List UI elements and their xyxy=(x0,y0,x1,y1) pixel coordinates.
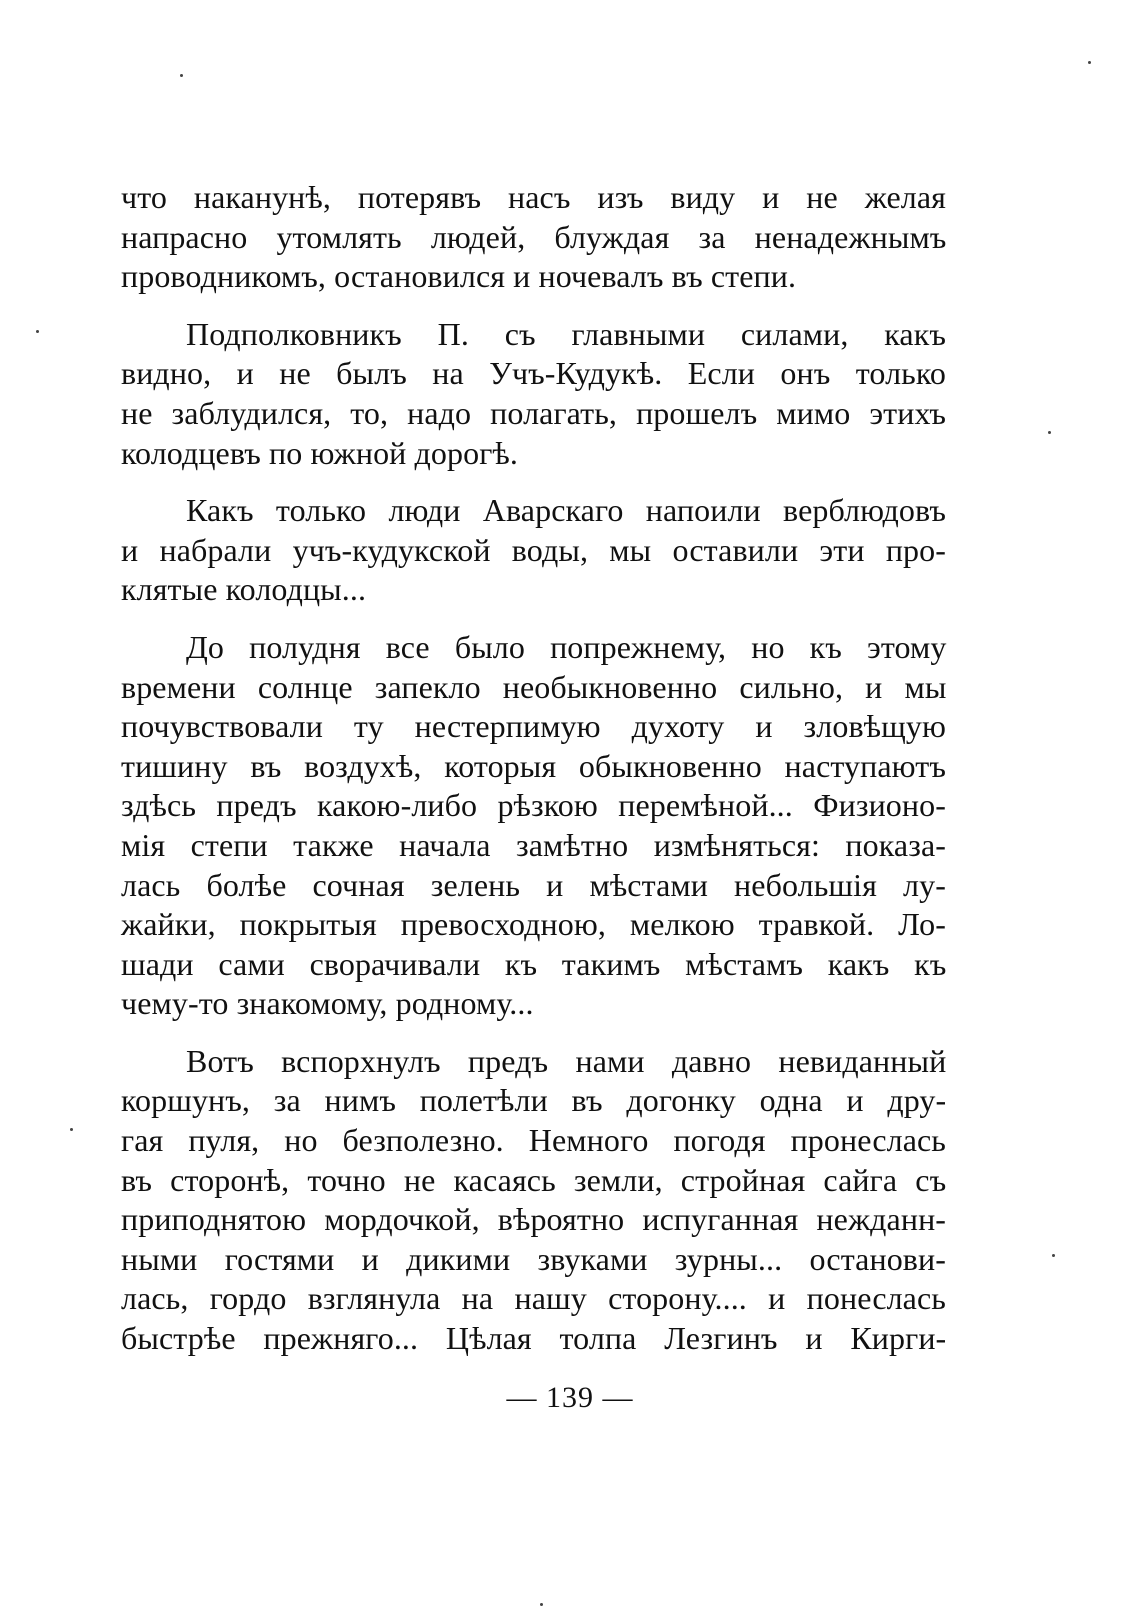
text-line: шади сами сворачивали къ такимъ мѣстамъ какъ къ xyxy=(121,945,947,982)
paragraph xyxy=(121,315,946,473)
text-line: видно, и не былъ на Учъ-Кудукѣ. Если онъ только xyxy=(121,355,946,392)
text-line: что наканунѣ, потерявъ насъ изъ виду и не желая xyxy=(121,179,946,215)
page-number: — 139 — xyxy=(506,1381,634,1414)
text-line: Подполковникъ П. съ главными силами, какъ xyxy=(186,315,946,352)
text-line: коршунъ, за нимъ полетѣли въ догонку одна и дру- xyxy=(121,1082,947,1119)
scan-speck xyxy=(1052,1254,1055,1257)
text-line: времени солнце запекло необыкновенно сильно, и мы xyxy=(121,668,947,705)
paragraph xyxy=(121,178,946,297)
text-line: лась, гордо взглянула на нашу сторону.... и понеслась xyxy=(121,1280,946,1317)
paragraph xyxy=(121,1042,946,1359)
text-line: жайки, покрытыя превосходною, мелкою травкой. Ло- xyxy=(121,906,946,943)
text-line: гая пуля, но безполезно. Немного погодя пронеслась xyxy=(121,1122,946,1159)
text-line: и набрали учъ-кудукской воды, мы оставили эти про- xyxy=(121,531,946,568)
text-line: тишину въ воздухѣ, которыя обыкновенно наступаютъ xyxy=(121,747,946,784)
text-line: До полудня все было попрежнему, но къ этому xyxy=(186,628,947,665)
text-line: чему-то знакомому, родному... xyxy=(121,985,534,1022)
text-line: въ сторонѣ, точно не касаясь земли, стройная сайга съ xyxy=(121,1161,947,1198)
scan-speck xyxy=(180,74,183,77)
scan-speck xyxy=(36,330,39,333)
scan-speck xyxy=(1088,61,1091,64)
text-line: быстрѣе прежняго... Цѣлая толпа Лезгинъ и Кирги- xyxy=(121,1320,947,1357)
text-line: колодцевъ по южной дорогѣ. xyxy=(121,434,518,471)
scan-speck xyxy=(70,1128,73,1131)
paragraph xyxy=(121,491,946,610)
text-line: ными гостями и дикими звуками зурны... останови- xyxy=(121,1240,946,1277)
scan-speck xyxy=(540,1603,543,1606)
scan-speck xyxy=(1048,431,1051,434)
text-line: здѣсь предъ какою-либо рѣзкою перемѣной... Физионо- xyxy=(121,787,946,824)
text-line: проводникомъ, остановился и ночевалъ въ степи. xyxy=(121,258,797,295)
text-line: напрасно утомлять людей, блуждая за ненадежнымъ xyxy=(121,218,947,255)
text-line: почувствовали ту нестерпимую духоту и зловѣщую xyxy=(121,708,946,745)
text-line: клятые колодцы... xyxy=(121,571,367,608)
text-line: Вотъ вспорхнулъ предъ нами давно невиданный xyxy=(186,1042,947,1079)
paragraph xyxy=(121,628,946,1024)
text-line: приподнятою мордочкой, вѣроятно испуганная нежданн- xyxy=(121,1201,947,1238)
text-line: Какъ только люди Аварскаго напоили верблюдовъ xyxy=(186,492,947,529)
text-line: не заблудился, то, надо полагать, прошелъ мимо этихъ xyxy=(121,394,946,431)
text-line: мія степи также начала замѣтно измѣняться: показа- xyxy=(121,826,946,863)
main-text xyxy=(121,178,946,1377)
text-line: лась болѣе сочная зелень и мѣстами небольшія лу- xyxy=(121,866,946,903)
